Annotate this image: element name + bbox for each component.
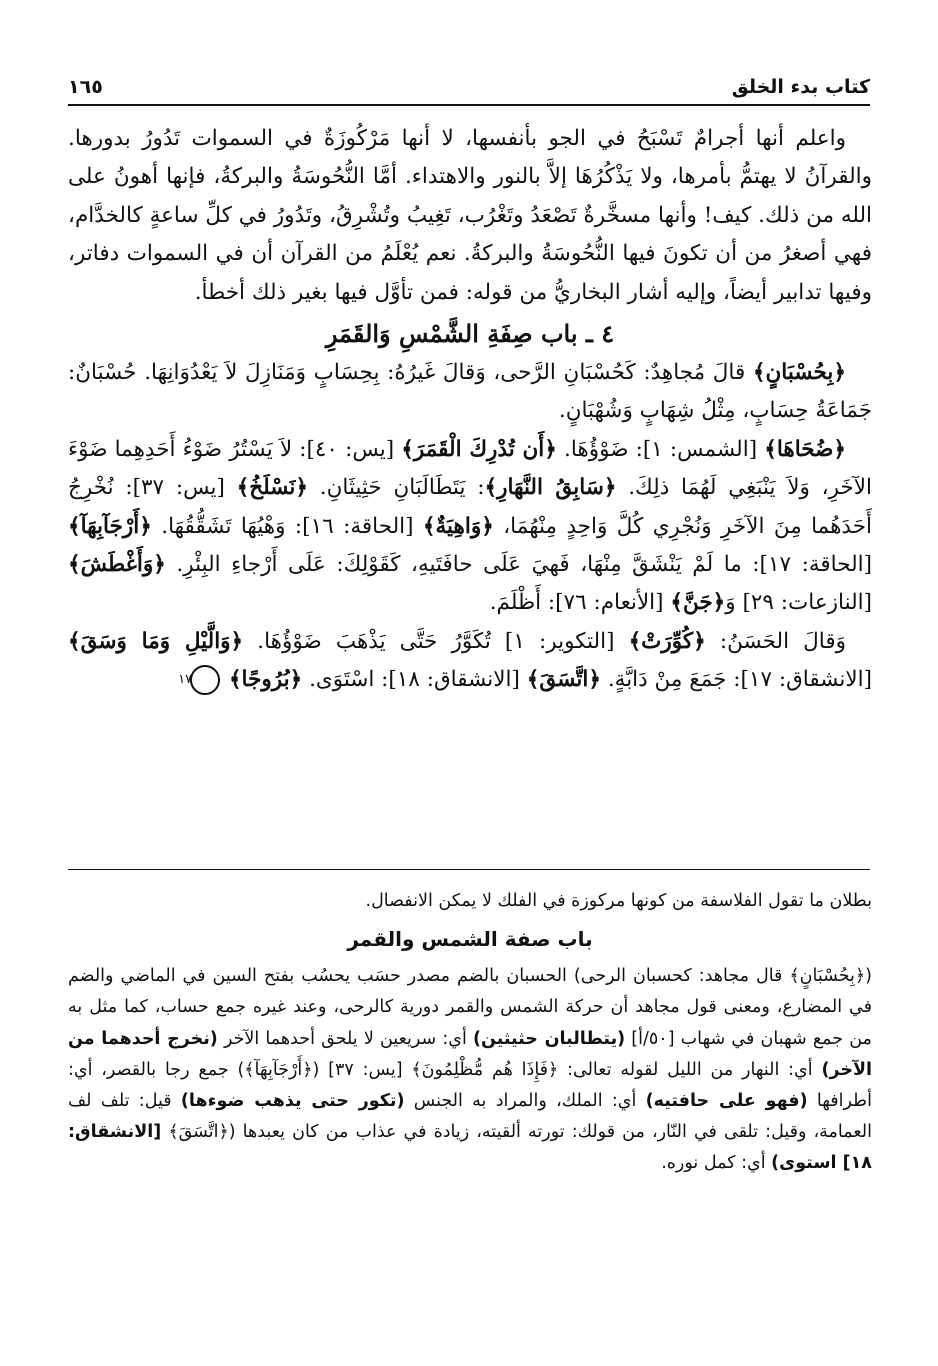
- footnote-text: أي: النهار من الليل لقوله تعالى: ﴿فَإِذَا هُم مُّظْلِمُونَ﴾ [يس: ٣٧] (﴿أَرْجَآبِهَآ﴾) جمع رجا بالقصر، أي: أطرافها: [68, 1059, 872, 1112]
- footnote-bold-phrase: (فهو على حافتيه): [645, 1091, 808, 1112]
- paragraph-text: [الحاقة: ١٦]: وَهْيُهَا تَشَقُّقُهَا.: [161, 513, 414, 539]
- paragraph-text: [الانشقاق: ١٧]: جَمَعَ مِنْ دَابَّةٍ.: [607, 667, 872, 693]
- footnotes: [68, 886, 872, 1180]
- quran-word: ﴿سَابِقُ النَّهَارِ﴾: [484, 475, 617, 501]
- footnote-separator: [68, 869, 870, 870]
- quran-word: ﴿كُوِّرَتْ﴾: [628, 628, 706, 654]
- footnote-bold-phrase: [الانشقاق: ١٨] استوى): [68, 1122, 872, 1174]
- footnote-text: قيل: تلف لف العمامة، وقيل: تلقى في النّار، من قولك: تورته ألقيته، زيادة في عذاب من كان يعبدها (﴿اتَّسَقَ﴾: [68, 1091, 872, 1143]
- paragraph-text: [التكوير: ١] تُكَوَّرُ حَتَّى يَذْهَبَ ضَوْؤُهَا.: [257, 628, 615, 654]
- quran-word: ﴿وَأَغْطَشَ﴾: [68, 552, 166, 578]
- paragraph-text: قالَ مُجاهِدٌ: كَحُسْبَانِ الرَّحى، وَقالَ غَيرُهُ: بِحِسَابٍ وَمَنَازِلَ لاَ يَعْدُوَانِهَا. حُسْبَانٌ: جَمَاعَةُ حِسَابٍ، مِثْلُ شِهَابٍ وَشُهْبَانٍ.: [68, 360, 872, 424]
- quran-word: ﴿اتَّسَقَ﴾: [526, 667, 601, 693]
- paragraph-text: [النازعات: ٢٩] وَ: [725, 590, 872, 616]
- paragraph-text: [الشمس: ١]: ضَوْؤُهَا.: [563, 436, 758, 462]
- quran-word: ﴿أَن تُدْرِكَ الْقَمَرَ﴾: [401, 436, 557, 462]
- running-header: [68, 58, 870, 106]
- footnote-bold-phrase: (تكور حتى يذهب ضوءها): [180, 1091, 405, 1112]
- quran-word: ﴿وَالَّيْلِ وَمَا وَسَقَ﴾: [68, 628, 244, 654]
- section-heading: ٤ ـ باب صِفَةِ الشَّمْسِ وَالقَمَرِ: [325, 319, 615, 349]
- footnote-paragraph: [68, 961, 872, 1179]
- footnote-text: (﴿بِحُسْبَانٍ﴾ قال مجاهد: كحسبان الرحى) الحسبان بالضم مصدر حسَب يحسُب بفتح السين في الماضي والضم في المضارع، ومعنى قول مجاهد أن حركة الشمس والقمر دورية كالرحى، وعند غيره جمع حساب، كما مثل به من جمع شهبان في شهاب [٥٠/أ]: [68, 966, 872, 1049]
- page-number: ١٦٥: [68, 76, 103, 98]
- hadith-paragraph-husban: [68, 354, 872, 431]
- footnote-heading: باب صفة الشمس والقمر: [347, 927, 593, 952]
- quran-word: ﴿جَنَّ﴾: [670, 590, 726, 616]
- hadith-paragraph-duhaha: [68, 431, 872, 623]
- ayah-number-marker: ١٧: [190, 665, 220, 695]
- footnote-text: أي: سريعين لا يلحق أحدهما الآخر: [223, 1028, 467, 1049]
- quran-word: ﴿بِحُسْبَانٍ﴾: [752, 360, 846, 386]
- hadith-paragraph-hasan: [68, 623, 872, 700]
- paragraph-text: [الانشقاق: ١٨]: اسْتَوَى.: [309, 667, 520, 693]
- main-text: [68, 120, 872, 700]
- paragraph-text: : يَتَطَالَبَانِ حَثِيثَانِ.: [319, 475, 485, 501]
- paragraph-text: [الحاقة: ١٧]: ما لَمْ يَنْشَقَّ مِنْهَا، فَهيَ عَلَى حافَتَيهِ، كَقَوْلِكَ: عَلَى أَرْجاءِ البِئْرِ.: [176, 552, 872, 578]
- commentary-paragraph: واعلم أنها أجرامٌ تَسْبَحُ في الجو بأنفسها، لا أنها مَرْكُوزَةٌ في السموات تَدُورُ بدورها. والقرآنُ لا يهتمُّ بأمرها، ولا يَذْكُرُهَا إلاَّ بالنور والاهتداء. أمَّا النُّحُوسَةُ والبركةُ، فإنها أهونُ على الله من ذلك. كيف! وأنها مسخَّرةٌ تَصْعَدُ وتَغْرُب، تَغِيبُ وتُشْرِقُ، وتَدُورُ في كلِّ ساعةٍ كالخدَّام، فهي أصغرُ من أن تكونَ فيها النُّحُوسَةُ والبركةُ. نعم يُعْلَمُ من القرآن أن في السموات دفاتر، وفيها تدابير أيضاً، وإليه أشار البخاريُّ من قوله: فمن تأوَّل فيها بغير ذلك أخطأ.: [68, 126, 872, 305]
- paragraph-text: [الأنعام: ٧٦]: أَظْلَمَ.: [489, 590, 664, 616]
- footnote-text: أي: كمل نوره.: [661, 1153, 766, 1174]
- paragraph-text: [يس: ٤٠]: لاَ يَسْتُرُ ضَوْءُ أَحَدِهِما ضَوْءَ الآخَرِ، وَلاَ يَنْبَغِي لَهُمَا ذلِكَ.: [68, 436, 872, 501]
- footnote-text: أي: الملك، والمراد به الجنس: [413, 1091, 637, 1112]
- footnote-bold-phrase: (نخرج أحدهما من الآخر): [68, 1028, 872, 1080]
- paragraph-text: [يس: ٣٧]: نُخْرِجُ أَحَدَهُما مِنَ الآخَرِ وَنُجْرِي كُلَّ وَاحِدٍ مِنْهُمَا،: [68, 475, 872, 539]
- paragraph-text: وَقالَ الحَسَنُ:: [719, 628, 846, 654]
- quran-word: ﴿نَسْلَخُ﴾: [236, 475, 309, 501]
- book-title: كتاب بدء الخلق: [731, 76, 870, 98]
- footnote-bold-phrase: (يتطالبان حثيثين): [472, 1028, 626, 1049]
- quran-word: ﴿أَرْجَآبِهَآ﴾: [68, 513, 152, 539]
- quran-word: ﴿وَاهِيَةٌ﴾: [422, 513, 494, 539]
- quran-word: ﴿ضُحَاهَا﴾: [764, 436, 847, 462]
- footnote-line: بطلان ما تقول الفلاسفة من كونها مركوزة في الفلك لا يمكن الانفصال.: [365, 891, 872, 911]
- quran-word: ﴿بُرُوجًا﴾: [228, 667, 303, 693]
